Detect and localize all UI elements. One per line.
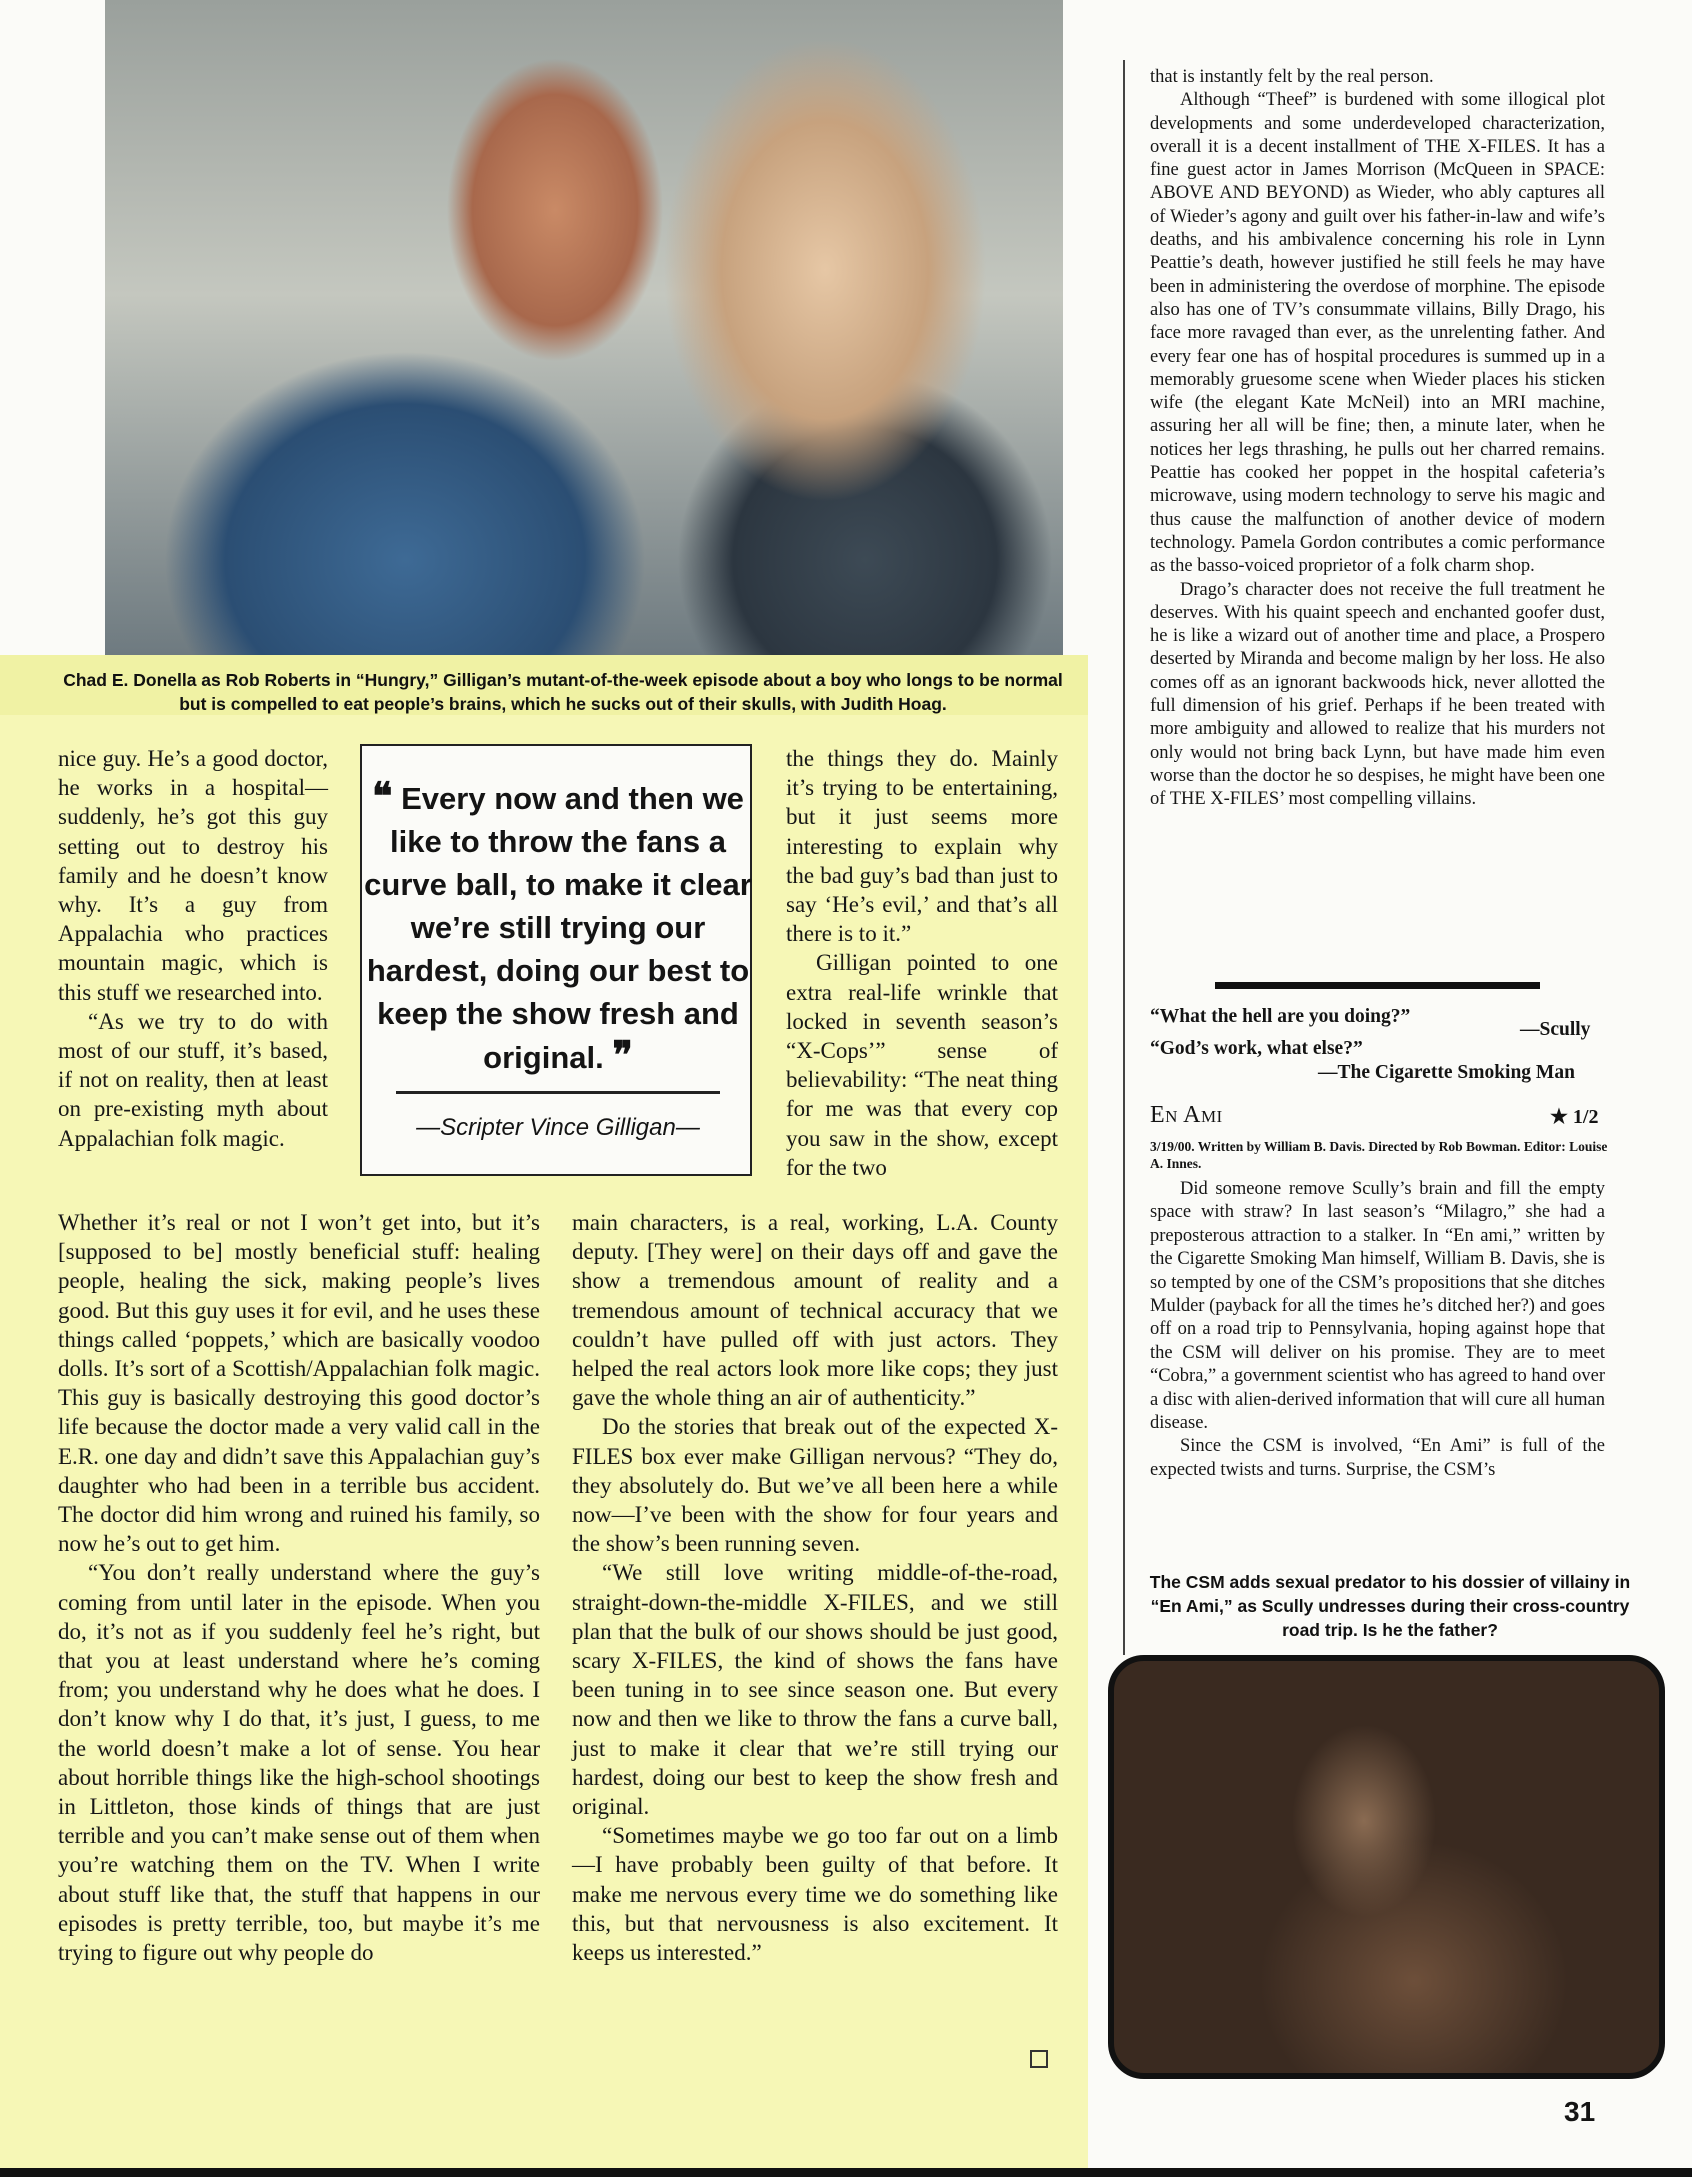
- column-divider: [1123, 60, 1125, 1655]
- dialog-rule: [1215, 982, 1540, 989]
- paragraph: the things they do. Mainly it’s trying to be entertaining, but it just seems more interesting to explain why the bad guy’s bad than just to say ‘He’s evil,’ and that’s all there is to it.”: [786, 746, 1058, 947]
- article-column-1-bottom: [58, 1208, 540, 1967]
- review-credits: 3/19/00. Written by William B. Davis. Directed by Rob Bowman. Editor: Louise A. Innes.: [1150, 1139, 1608, 1171]
- dialog-attribution-1: —Scully: [1520, 1019, 1591, 1040]
- close-quote-icon: ❞: [612, 1035, 633, 1077]
- open-quote-icon: ❝: [372, 776, 393, 818]
- pull-quote-credit: —Scripter Vince Gilligan—: [416, 1114, 700, 1141]
- paragraph: main characters, is a real, working, L.A. County deputy. [They were] on their days off and gave the show a tremendous amount of reality and a tremendous amount of technical accuracy that we couldn’t have pulled off with just actors. They helped the real actors look more like cops; they just gave the whole thing an air of authenticity.”: [572, 1210, 1058, 1411]
- pull-quote-box: [360, 744, 752, 1176]
- dialog-line-1: “What the hell are you doing?”: [1150, 1006, 1411, 1027]
- episode-photo-hungry: [105, 0, 1063, 655]
- article-column-2-bottom: [572, 1208, 1058, 1967]
- paragraph: nice guy. He’s a good doctor, he works in a hospital—suddenly, he’s got this guy setting out to destroy his family and he doesn’t know why. It’s a guy from Appalachia who practices mountain magic, which is this stuff we researched into.: [58, 746, 328, 1005]
- review-body: [1150, 1178, 1605, 1482]
- paragraph: Since the CSM is involved, “En Ami” is full of the expected twists and turns. Surprise, the CSM’s: [1150, 1436, 1605, 1480]
- review-rating: ★ 1/2: [1550, 1106, 1599, 1128]
- paragraph: Drago’s character does not receive the full treatment he deserves. With his quaint speech and enchanted goofer dust, he is like a wizard out of another time and place, a Prospero deserted by Miranda and become malign by her loss. He also comes off as an ignorant backwoods hick, never allotted the full dimension of his grief. Perhaps if he been treated with more ambiguity and allowed to realize that his murders not only would not bring back Lynn, but have made him even worse than the doctor he so despises, he might have been one of THE X-FILES’ most compelling villains.: [1150, 579, 1605, 810]
- review-title: En Ami: [1150, 1102, 1223, 1128]
- photo-caption-top: Chad E. Donella as Rob Roberts in “Hungry,” Gilligan’s mutant-of-the-week episode about a boy who longs to be normal but is compelled to eat people’s brains, which he sucks out of their skulls, with Judith Hoag.: [63, 670, 1063, 714]
- bottom-rule: [0, 2168, 1692, 2177]
- paragraph: “Sometimes maybe we go too far out on a limb—I have probably been guilty of that before. It make me nervous every time we do something like this, but that nervousness is also excitement. It keeps us interested.”: [572, 1823, 1058, 1966]
- page-number: 31: [1564, 2096, 1596, 2127]
- article-column-2-top: [786, 744, 1058, 1182]
- dialog-line-2: “God’s work, what else?”: [1150, 1038, 1363, 1059]
- episode-photo-en-ami: [1108, 1655, 1665, 2079]
- pull-quote-text: [362, 776, 754, 1079]
- photo-caption-side: The CSM adds sexual predator to his dossier of villainy in “En Ami,” as Scully undresses during their cross-country road trip. Is he the father?: [1149, 1572, 1631, 1640]
- paragraph: “You don’t really understand where the guy’s coming from until later in the episode. When you do, it’s not as if you suddenly feel he’s right, but that you at least understand where he’s coming from; you understand why he does what he does. I don’t know why I do that, it’s just, I guess, to me the world doesn’t make a lot of sense. You hear about horrible things like the high-school shootings in Littleton, those kinds of things that are just terrible and you can’t make sense out of them when you’re watching them on the TV. When I write about stuff like that, the stuff that happens in our episodes is pretty terrible, too, but maybe it’s me trying to figure out why people do: [58, 1560, 540, 1966]
- paragraph: “As we try to do with most of our stuff, it’s based, if not on reality, then at least on pre-existing myth about Appalachian folk magic.: [58, 1008, 328, 1151]
- paragraph: that is instantly felt by the real person.: [1150, 67, 1434, 87]
- paragraph: Gilligan pointed to one extra real-life wrinkle that locked in seventh season’s “X-Cops’” sense of believability: “The neat thing for me was that every cop you saw in the show, except for the two: [786, 950, 1058, 1180]
- pull-quote-rule: [396, 1091, 720, 1094]
- paragraph: Do the stories that break out of the expected X-FILES box ever make Gilligan nervous? “They do, they absolutely do. But we’ve all been here a while now—I’ve been with the show for four years and the show’s been running seven.: [572, 1414, 1058, 1557]
- end-mark-icon: [1030, 2050, 1048, 2068]
- paragraph: Although “Theef” is burdened with some illogical plot developments and some underdeveloped characterization, overall it is a decent installment of THE X-FILES. It has a fine guest actor in James Morrison (McQueen in SPACE: ABOVE AND BEYOND) as Wieder, who ably captures all of Wieder’s agony and guilt over his father-in-law and wife’s deaths, and his ambivalence concerning his role in Lynn Peattie’s death, however justified he still feels he may have been in administering the overdose of morphine. The episode also has one of TV’s consummate villains, Billy Drago, his face more ravaged than ever, as the unrelenting father. And every fear one has of hospital procedures is summed up in a memorably gruesome scene when Wieder places his sticken wife (the elegant Kate McNeil) into an MRI machine, assuring her all will be fine; then, a minute later, when he notices her legs thrashing, he pulls out her charred remains. Peattie has cooked her poppet in the hospital cafeteria’s microwave, using modern technology to serve his magic and thus cause the malfunction of another device of modern technology. Pamela Gordon contributes a comic performance as the basso-voiced proprietor of a folk charm shop.: [1150, 90, 1605, 577]
- dialog-attribution-2: —The Cigarette Smoking Man: [1318, 1062, 1575, 1083]
- article-column-1-top: [58, 744, 328, 1153]
- paragraph: Whether it’s real or not I won’t get into, but it’s [supposed to be] mostly beneficial stuff: healing people, healing the sick, making people’s lives good. But this guy uses it for evil, and he uses these things called ‘poppets,’ which are basically voodoo dolls. It’s sort of a Scottish/Appalachian folk magic. This guy is basically destroying this good doctor’s life because the doctor made a very valid call in the E.R. one day and didn’t save this Appalachian guy’s daughter who had been in a terrible bus accident. The doctor did him wrong and ruined his family, so now he’s out to get him.: [58, 1210, 540, 1557]
- review-column-top: [1150, 66, 1605, 812]
- paragraph: Did someone remove Scully’s brain and fill the empty space with straw? In last season’s “Milagro,” she had a preposterous attraction to a stalker. In “En ami,” written by the Cigarette Smoking Man himself, William B. Davis, she is so tempted by one of the CSM’s propositions that she ditches Mulder (payback for all the times he’s ditched her?) and goes off on a road trip to Pennsylvania, hoping against hope that the CSM will deliver on his promise. They are to meet “Cobra,” a government scientist who has agreed to hand over a disc with alien-derived information that will cure all human disease.: [1150, 1179, 1605, 1434]
- pull-quote-body: Every now and then we like to throw the fans a curve ball, to make it clear we’re still trying our hardest, doing our best to keep the show fresh and original.: [364, 781, 752, 1075]
- paragraph: “We still love writing middle-of-the-road, straight-down-the-middle X-FILES, and we still plan that the bulk of our shows should be just good, scary X-FILES, the kind of shows the fans have been tuning in to see since season one. But every now and then we like to throw the fans a curve ball, just to make it clear that we’re still trying our hardest, doing our best to keep the show fresh and original.: [572, 1560, 1058, 1820]
